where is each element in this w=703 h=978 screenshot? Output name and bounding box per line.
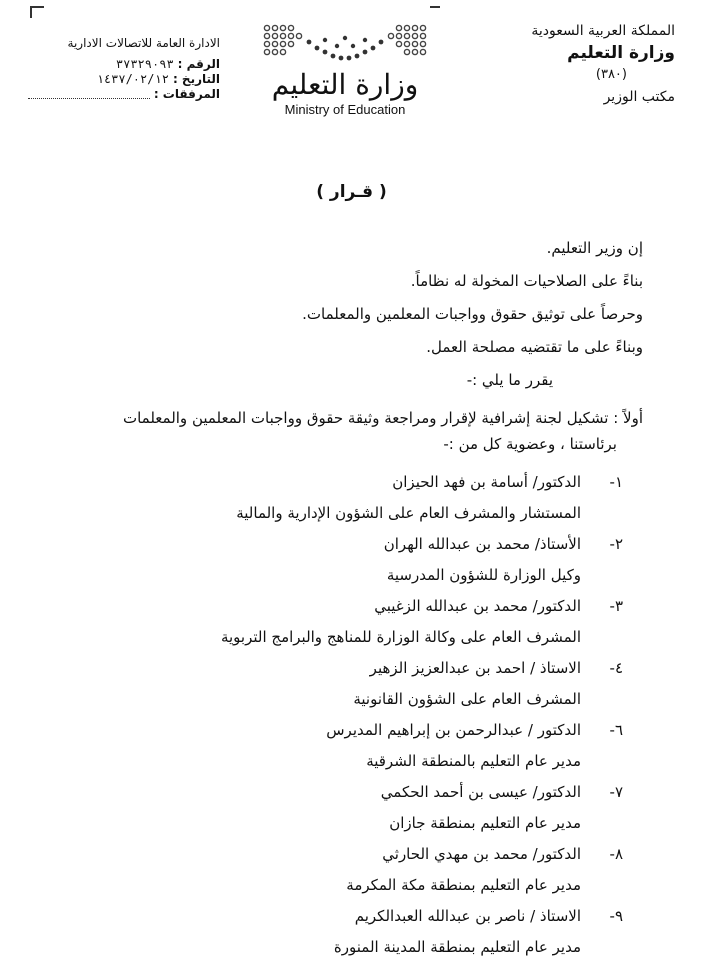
member-name: الدكتور/ محمد بن مهدي الحارثي (382, 845, 581, 863)
issuer-box (475, 20, 675, 108)
member-item (43, 529, 643, 591)
ministry-arabic-name: وزارة التعليم (271, 68, 419, 101)
date-row (28, 72, 220, 87)
member-number: ٨- (609, 845, 623, 863)
number-label: الرقم : (177, 57, 220, 71)
member-item (43, 467, 643, 529)
decree-statement: يقرر ما يلي :- (466, 371, 553, 389)
kingdom-name: المملكة العربية السعودية (531, 23, 675, 39)
intro-line: وبناءً على ما تقتضيه مصلحة العمل. (426, 338, 643, 356)
member-item (43, 901, 643, 963)
office-code: (٣٨٠) (595, 67, 627, 82)
member-number: ٣- (609, 597, 623, 615)
member-role: المشرف العام على الشؤون القانونية (353, 690, 581, 708)
reference-box (28, 36, 220, 126)
member-item (43, 653, 643, 715)
attachments-label: المرفقات : (153, 87, 220, 101)
member-number: ٦- (609, 721, 623, 739)
date-label: التاريخ : (172, 72, 220, 86)
member-role: المستشار والمشرف العام على الشؤون الإدارية والمالية (236, 504, 581, 522)
member-role: وكيل الوزارة للشؤون المدرسية (386, 566, 581, 584)
member-role: مدير عام التعليم بمنطقة مكة المكرمة (346, 876, 581, 894)
ministry-name: وزارة التعليم (567, 43, 675, 63)
first-clause-continued: برئاستنا ، وعضوية كل من :- (443, 435, 617, 453)
administration-name: الادارة العامة للاتصالات الادارية (67, 36, 220, 50)
date-value: ١٤٣٧/٠٢/١٢ (96, 72, 169, 86)
member-number: ٤- (609, 659, 623, 677)
corner-mark (30, 6, 44, 18)
member-item (43, 777, 643, 839)
member-number: ٧- (609, 783, 623, 801)
member-role: مدير عام التعليم بالمنطقة الشرقية (366, 752, 581, 770)
member-name: الدكتور/ محمد بن عبدالله الزغيبي (374, 597, 581, 615)
member-number: ١- (609, 473, 623, 491)
intro-line: إن وزير التعليم. (546, 239, 643, 257)
member-name: الدكتور/ عيسى بن أحمد الحكمي (380, 783, 581, 801)
intro-line: وحرصاً على توثيق حقوق وواجبات المعلمين والمعلمات. (302, 305, 643, 323)
ministry-english-name: Ministry of Education (284, 102, 406, 117)
dot-pattern-icon (245, 20, 445, 68)
first-clause: أولاً : تشكيل لجنة إشرافية لإقرار ومراجعة وثيقة حقوق وواجبات المعلمين والمعلمات (122, 409, 643, 427)
top-dash (430, 0, 440, 8)
ministry-logo (240, 20, 450, 130)
member-number: ٩- (609, 907, 623, 925)
member-role: المشرف العام على وكالة الوزارة للمناهج والبرامج التربوية (220, 628, 581, 646)
reference-number-row (28, 57, 220, 72)
member-role: مدير عام التعليم بمنطقة المدينة المنورة (333, 938, 581, 956)
member-item (43, 715, 643, 777)
attachments-row (28, 87, 220, 102)
member-name: الدكتور / عبدالرحمن بن إبراهيم المديرس (326, 721, 581, 739)
member-item (43, 839, 643, 901)
intro-line: بناءً على الصلاحيات المخولة له نظاماً. (410, 272, 643, 290)
decree-body (43, 232, 643, 963)
attachments-dots (28, 87, 150, 99)
office-name: مكتب الوزير (603, 89, 675, 105)
member-name: الدكتور/ أسامة بن فهد الحيزان (392, 473, 581, 491)
member-name: الاستاذ / احمد بن عبدالعزيز الزهير (369, 659, 581, 677)
member-number: ٢- (609, 535, 623, 553)
page-title: ( قـرار ) (316, 182, 387, 202)
member-item (43, 591, 643, 653)
member-role: مدير عام التعليم بمنطقة جازان (389, 814, 581, 832)
member-name: الأستاذ/ محمد بن عبدالله الهران (383, 535, 581, 553)
number-value: ٣٧٣٢٩٠٩٣ (115, 57, 174, 71)
member-name: الاستاذ / ناصر بن عبدالله العبدالكريم (354, 907, 581, 925)
